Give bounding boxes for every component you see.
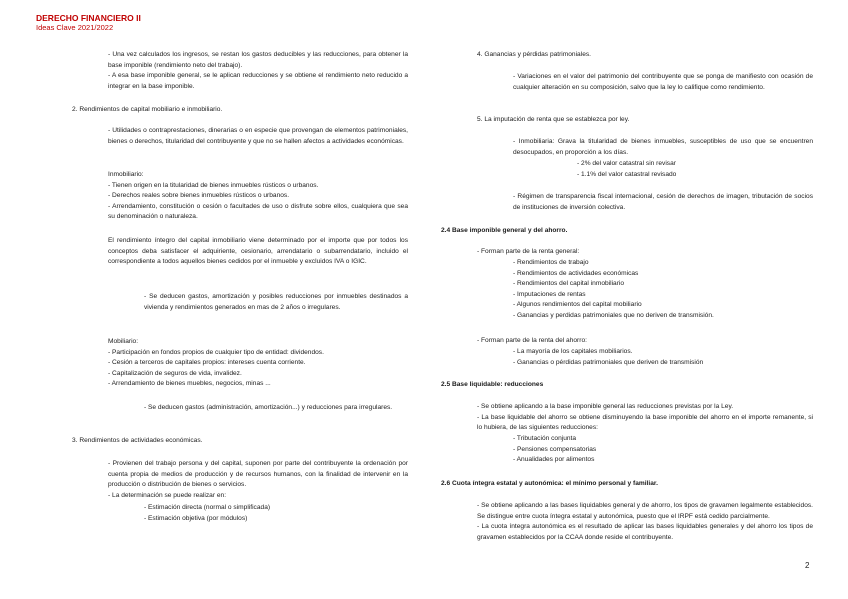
- paragraph: - Una vez calculados los ingresos, se restan los gastos deducibles y las reducciones, para obtener la base imponible (rendimiento neto del trabajo).: [108, 51, 410, 69]
- paragraph: - Estimación directa (normal o simplificada) - Estimación objetiva (por módulos): [144, 504, 271, 522]
- paragraph: - Se obtiene aplicando a la base imponible general las reducciones previstas por la Ley. - La base liquidable del ahorro se obtiene disminuyendo la base imponible del ahorro en el importe remanente, si lo hubiera, de las siguientes reducciones:: [477, 403, 813, 431]
- section-heading: 5. La imputación de renta que se establezca por ley.: [477, 116, 630, 123]
- paragraph: - A esa base imponible general, se le aplican reducciones y se obtiene el rendimiento neto reducido a integrar en la base imponible.: [108, 72, 410, 90]
- section-heading: 2.6 Cuota íntegra estatal y autonómica: el mínimo personal y familiar.: [441, 480, 658, 487]
- section-heading: 2.4 Base imponible general y del ahorro.: [441, 227, 568, 234]
- course-title: DERECHO FINANCIERO II: [36, 13, 141, 23]
- paragraph: - Forman parte de la renta del ahorro:: [477, 337, 587, 344]
- course-subtitle: Ideas Clave 2021/2022: [36, 23, 114, 32]
- section-heading: 2. Rendimientos de capital mobiliario e inmobiliario.: [72, 106, 223, 113]
- paragraph: - La mayoría de los capitales mobiliarios. - Ganancias o pérdidas patrimoniales que deriven de transmisión: [513, 348, 704, 366]
- section-heading: 2.5 Base liquidable: reducciones: [441, 381, 544, 388]
- paragraph: - Variaciones en el valor del patrimonio del contribuyente que se ponga de manifiesto con ocasión de cualquier alteración en su composición, salvo que la ley lo califique como rendimiento.: [513, 73, 815, 91]
- paragraph: - Se obtiene aplicando a las bases liquidables general y de ahorro, los tipos de gravamen legalmente establecidos. Se distingue entre cuota íntegra estatal y autonómica, puesto que el IRPF está cedido parcialmente. - La cuota íntegra autonómica es el resultado de aplicar las bases liquidables generales y del ahorro los tipos de gravamen establecidos por la CCAA donde reside el contribuyente.: [477, 502, 813, 541]
- section-heading: 4. Ganancias y pérdidas patrimoniales.: [477, 51, 591, 58]
- page-number: 2: [805, 561, 810, 570]
- paragraph: El rendimiento íntegro del capital inmobiliario viene determinado por el importe que por todos los conceptos deba satisfacer el adquiriente, cesionario, arrendatario o subarrendatario, incluido el correspondiente a todos aquellos bienes cedidos por el inmueble y excluidos IVA o IGIC.: [108, 237, 410, 265]
- paragraph: - Régimen de transparencia fiscal internacional, cesión de derechos de imagen, tributación de socios de instituciones de inversión colectiva.: [513, 193, 815, 211]
- paragraph: - Se deducen gastos, amortización y posibles reducciones por inmuebles destinados a vivienda y rendimientos generados en mas de 2 años o irregulares.: [144, 293, 410, 311]
- paragraph: - 2% del valor catastral sin revisar - 1.1% del valor catastral revisado: [577, 160, 677, 178]
- paragraph: - Utilidades o contraprestaciones, dinerarias o en especie que provengan de elementos patrimoniales, bienes o derechos, titularidad del contribuyente y que no se hallen afectos a actividades económicas.: [108, 127, 410, 145]
- paragraph: Inmobiliario: - Tienen origen en la titularidad de bienes inmuebles rústicos o urbanos. - Derechos reales sobre bienes inmuebles rústicos o urbanos. - Arrendamiento, constitución o cesión o facultades de uso o disfrute sobre ellos, cualquiera que sea su denominación o naturaleza.: [108, 171, 408, 220]
- paragraph: - Provienen del trabajo persona y del capital, suponen por parte del contribuyente la ordenación por cuenta propia de medios de producción y de recursos humanos, con la finalidad de intervenir en la producción o distribución de bienes o servicios. - La determinación se puede realizar en:: [108, 460, 408, 499]
- paragraph: - Tributación conjunta - Pensiones compensatorias - Anualidades por alimentos: [513, 435, 597, 463]
- paragraph: - Forman parte de la renta general:: [477, 248, 580, 255]
- paragraph: - Rendimientos de trabajo - Rendimientos de actividades económicas - Rendimientos del capital inmobiliario - Imputaciones de rentas - Algunos rendimientos del capital mobiliario - Ganancias y perdidas patrimoniales que no deriven de transmisión.: [513, 259, 714, 319]
- paragraph: - Inmobiliaria: Grava la titularidad de bienes inmuebles, susceptibles de uso que se encuentren desocupados, en proporción a los días.: [513, 138, 815, 156]
- paragraph: Mobiliario: - Participación en fondos propios de cualquier tipo de entidad: dividendos. - Cesión a terceros de capitales propios: intereses cuenta corriente. - Capitalización de seguros de vida, invalidez. - Arrendamiento de bienes muebles, negocios, minas ...: [108, 338, 324, 387]
- document-header: [36, 13, 141, 33]
- section-heading: 3. Rendimientos de actividades económicas.: [72, 437, 203, 444]
- paragraph: - Se deducen gastos (administración, amortización...) y reducciones para irregulares.: [144, 404, 393, 411]
